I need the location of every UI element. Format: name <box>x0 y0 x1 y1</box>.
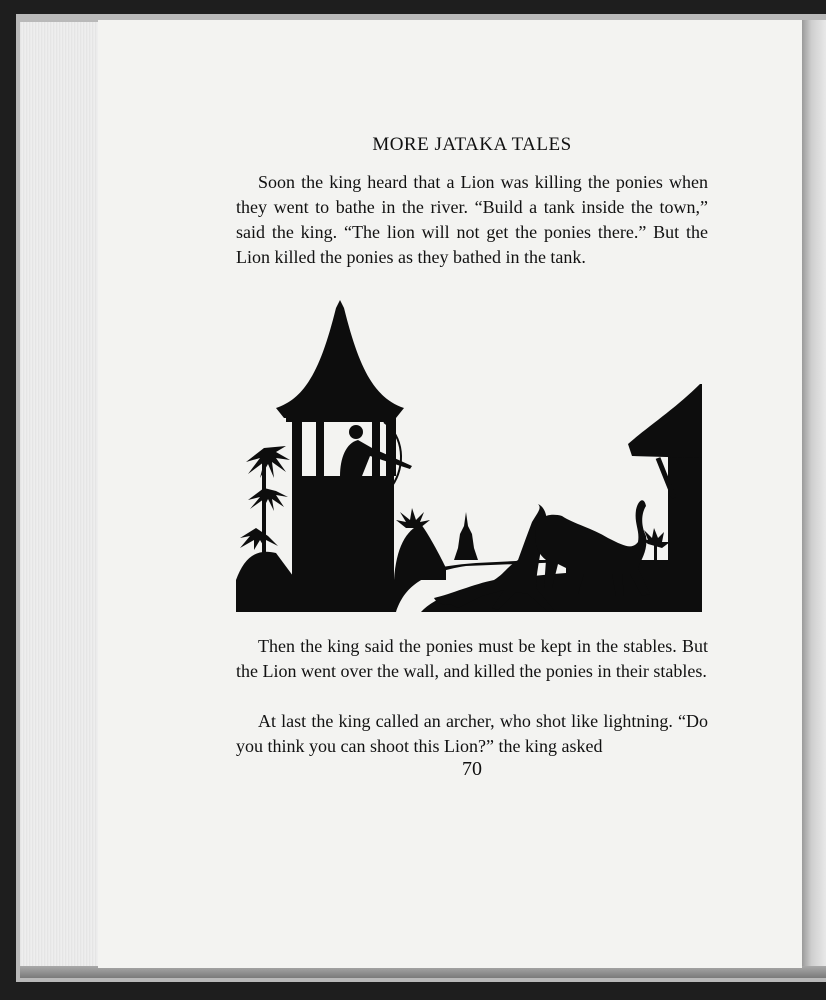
facing-page-edge <box>802 20 826 970</box>
palm-tree-silhouette <box>236 446 296 580</box>
tower-silhouette <box>276 300 412 612</box>
paragraph-1: Soon the king heard that a Lion was killing the ponies when they went to bathe in the river. “Build a tank inside the town,” said the king. “The lion will not get the ponies there.” But the Lion killed the ponies as they bathed in the tank. <box>236 172 708 267</box>
page-number: 70 <box>462 758 482 780</box>
silhouette-illustration <box>236 298 708 616</box>
pagoda-silhouette <box>454 512 478 560</box>
running-head: MORE JATAKA TALES <box>372 134 572 155</box>
page-edges <box>20 22 101 970</box>
paragraph-2: Then the king said the ponies must be kept in the stables. But the Lion went over the wall, and killed the ponies in their stables. <box>236 636 708 681</box>
paragraph-3: At last the king called an archer, who shot like lightning. “Do you think you can shoot this Lion?” the king asked <box>236 711 708 756</box>
